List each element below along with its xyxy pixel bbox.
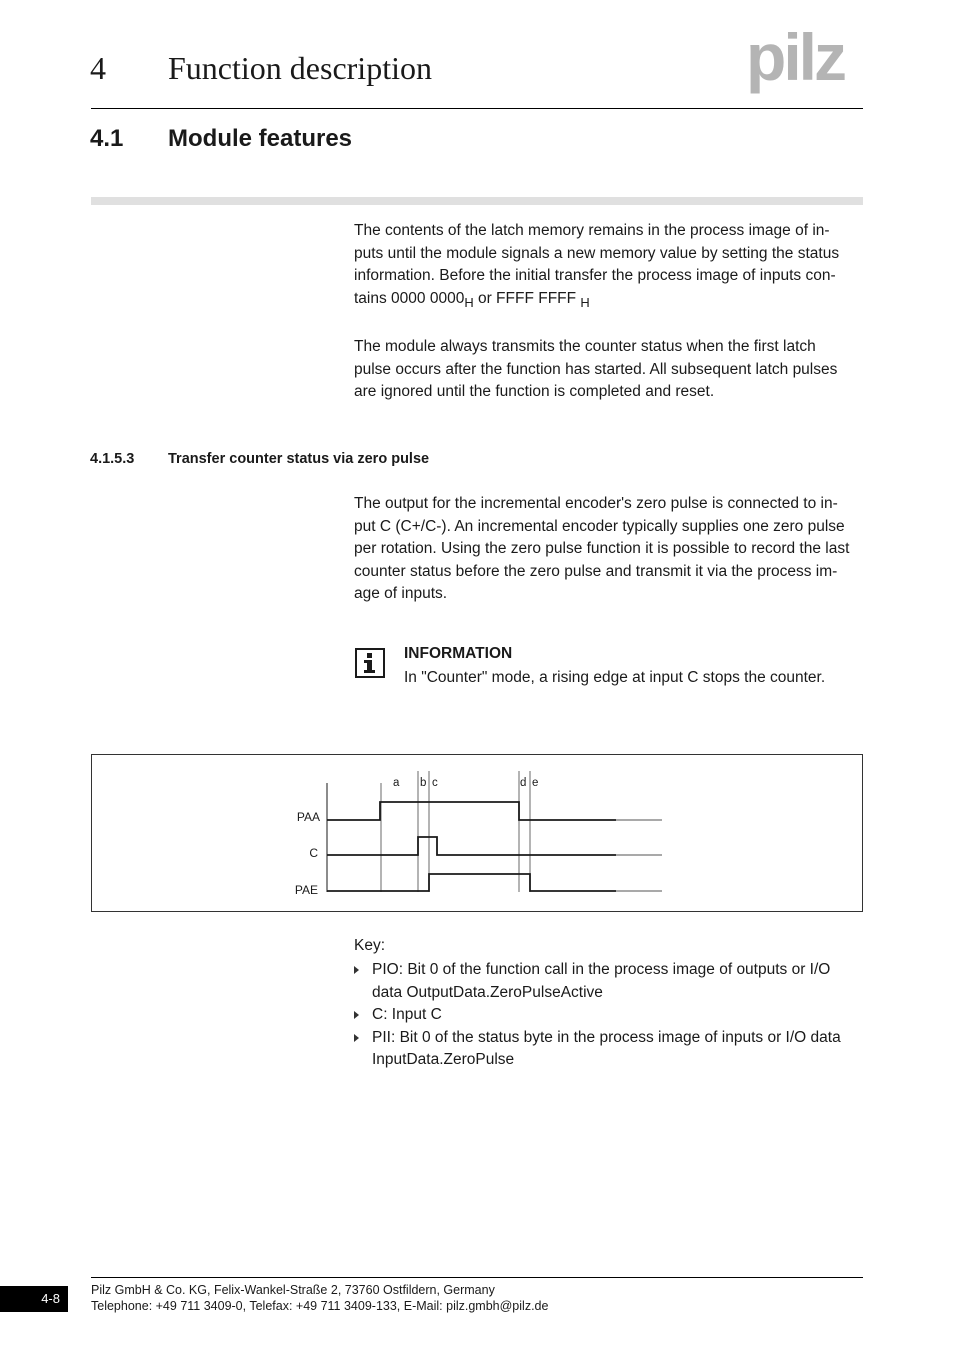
waveform-c bbox=[327, 837, 616, 855]
key-item bbox=[354, 1027, 864, 1072]
signal-label-c: C bbox=[309, 846, 318, 860]
waveform-paa bbox=[327, 802, 616, 820]
footer-rule bbox=[91, 1277, 863, 1278]
signal-label-pae: PAE bbox=[294, 883, 318, 897]
zero-pulse-paragraph bbox=[354, 493, 864, 606]
counter-status-paragraph bbox=[354, 336, 864, 404]
key-title: Key: bbox=[354, 937, 386, 954]
text-line: are ignored until the function is completed and reset. bbox=[354, 383, 715, 400]
bullet-arrow-icon bbox=[354, 1011, 359, 1019]
text-fragment: tains 0000 0000 bbox=[354, 289, 465, 307]
text-line: The output for the incremental encoder's zero pulse is connected to in- bbox=[354, 495, 838, 512]
chapter-number: 4 bbox=[90, 50, 106, 86]
text-line: pulse occurs after the function has started. All subsequent latch pulses bbox=[354, 360, 838, 378]
signal-label-paa: PAA bbox=[296, 810, 320, 824]
key-list bbox=[354, 959, 864, 1072]
footer-contact: Telephone: +49 711 3409-0, Telefax: +49 711 3409-133, E-Mail: pilz.gmbh@pilz.de bbox=[91, 1299, 549, 1313]
info-text: In "Counter" mode, a rising edge at input C stops the counter. bbox=[404, 669, 826, 686]
latch-memory-paragraph bbox=[354, 220, 864, 314]
text-line: puts until the module signals a new memory value by setting the status bbox=[354, 244, 840, 262]
page-number: 4-8 bbox=[0, 1286, 68, 1312]
section-number: 4.1 bbox=[90, 125, 124, 152]
svg-text:pilz: pilz bbox=[746, 26, 844, 94]
marker-label-e: e bbox=[532, 777, 539, 789]
text-line: per rotation. Using the zero pulse function it is possible to record the last bbox=[354, 540, 850, 557]
subsection-title: Transfer counter status via zero pulse bbox=[168, 451, 430, 467]
info-icon bbox=[355, 648, 385, 678]
text-line: counter status before the zero pulse and transmit it via the process im- bbox=[354, 562, 838, 580]
key-item bbox=[354, 1004, 864, 1027]
text-line: put C (C+/C-). An incremental encoder typically supplies one zero pulse bbox=[354, 517, 845, 535]
hex-subscript: H bbox=[464, 294, 474, 310]
header-rule bbox=[91, 108, 863, 109]
text-line bbox=[354, 288, 864, 315]
key-item-line: data OutputData.ZeroPulseActive bbox=[372, 983, 603, 1001]
timing-diagram bbox=[91, 754, 863, 912]
marker-label-c: c bbox=[432, 777, 438, 789]
key-item bbox=[354, 959, 864, 1004]
info-heading: INFORMATION bbox=[404, 645, 513, 662]
text-line: The module always transmits the counter status when the first latch bbox=[354, 338, 816, 355]
marker-label-a: a bbox=[393, 777, 400, 789]
hex-subscript: H bbox=[580, 294, 590, 310]
key-item-line: InputData.ZeroPulse bbox=[372, 1051, 515, 1068]
key-item-line: C: Input C bbox=[372, 1006, 442, 1023]
waveform-pae bbox=[327, 874, 616, 891]
text-fragment: or FFFF FFFF bbox=[473, 289, 581, 307]
section-divider-bar bbox=[91, 197, 863, 205]
bullet-arrow-icon bbox=[354, 966, 359, 974]
subsection-number: 4.1.5.3 bbox=[90, 451, 135, 467]
text-line: The contents of the latch memory remains in the process image of in- bbox=[354, 222, 830, 239]
marker-label-b: b bbox=[420, 777, 427, 789]
bullet-arrow-icon bbox=[354, 1034, 359, 1042]
section-title: Module features bbox=[168, 125, 353, 152]
text-line: information. Before the initial transfer the process image of inputs con- bbox=[354, 267, 836, 284]
text-line: age of inputs. bbox=[354, 585, 448, 602]
footer-address: Pilz GmbH & Co. KG, Felix-Wankel-Straße 2, 73760 Ostfildern, Germany bbox=[91, 1283, 495, 1297]
pilz-logo bbox=[746, 26, 866, 96]
chapter-title: Function description bbox=[168, 50, 432, 86]
key-item-line: PII: Bit 0 of the status byte in the process image of inputs or I/O data bbox=[372, 1028, 841, 1046]
key-item-line: PIO: Bit 0 of the function call in the process image of outputs or I/O bbox=[372, 961, 831, 978]
marker-label-d: d bbox=[520, 777, 527, 789]
